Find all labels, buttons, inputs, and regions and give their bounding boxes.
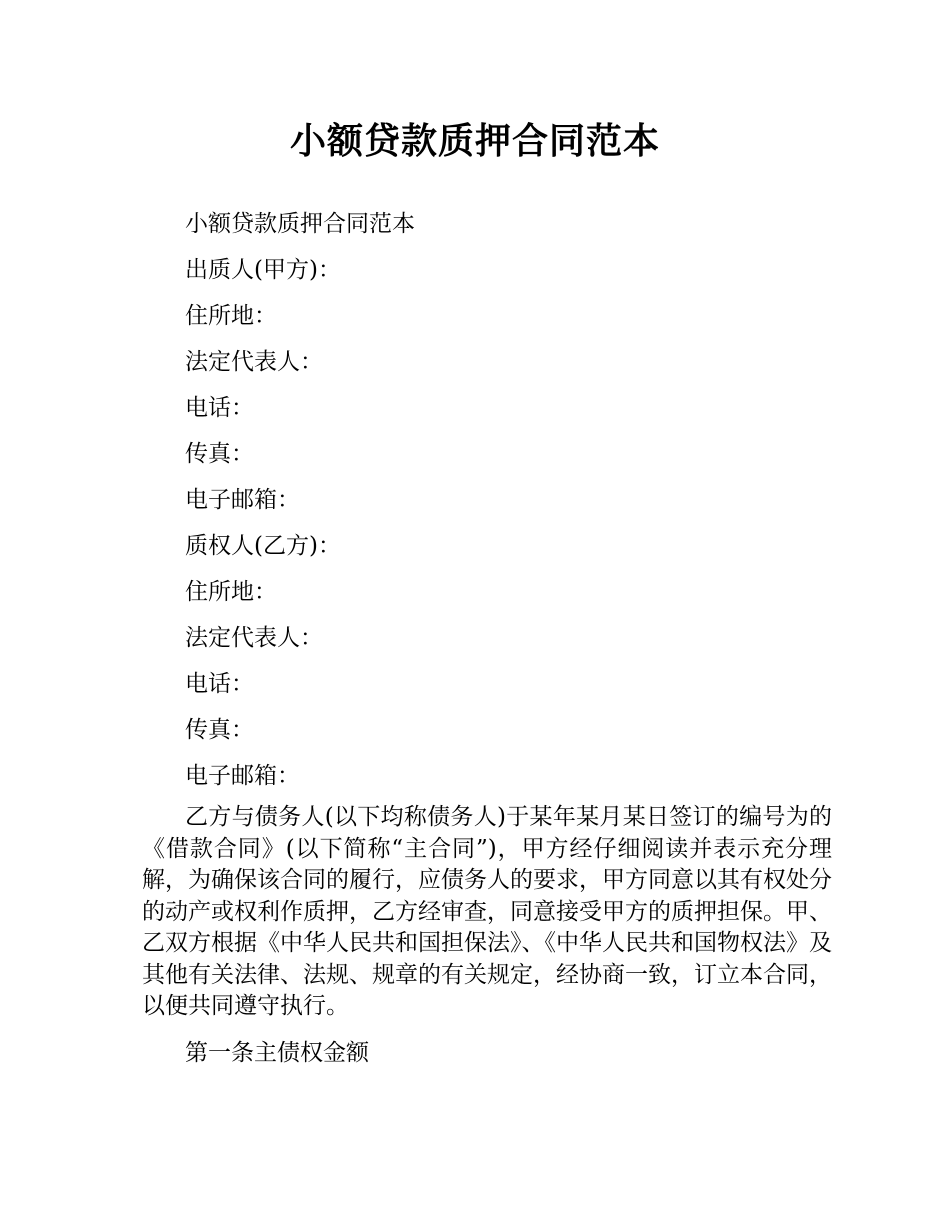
document-subtitle: 小额贷款质押合同范本 bbox=[185, 211, 415, 237]
pledgor-address-label: 住所地： bbox=[185, 303, 277, 329]
pledgor-legal-rep-label: 法定代表人： bbox=[185, 349, 323, 375]
pledgor-fax-label: 传真： bbox=[185, 441, 254, 467]
pledgee-legal-rep-label: 法定代表人： bbox=[185, 625, 323, 651]
pledgee-address-label: 住所地： bbox=[185, 579, 277, 605]
preamble-paragraph: 乙方与债务人(以下均称债务人)于某年某月某日签订的编号为的《借款合同》(以下简称“主合同”)，甲方经仔细阅读并表示充分理解，为确保该合同的履行，应债务人的要求，甲方同意以其有权处分的动产或权利作质押，乙方经审查，同意接受甲方的质押担保。甲、乙双方根据《中华人民共和国担保法》、《中华人民共和国物权法》及其他有关法律、法规、规章的有关规定，经协商一致，订立本合同，以便共同遵守执行。 bbox=[142, 804, 832, 1019]
pledgor-email-label: 电子邮箱： bbox=[185, 487, 300, 513]
pledgee-email-label: 电子邮箱： bbox=[185, 763, 300, 789]
pledgee-fax-label: 传真： bbox=[185, 717, 254, 743]
pledgee-phone-label: 电话： bbox=[185, 671, 254, 697]
document-title: 小额贷款质押合同范本 bbox=[289, 121, 660, 162]
section-heading: 第一条主债权金额 bbox=[185, 1040, 369, 1066]
party-info-list bbox=[185, 201, 825, 799]
pledgor-label: 出质人(甲方)： bbox=[185, 257, 341, 283]
pledgor-phone-label: 电话： bbox=[185, 395, 254, 421]
pledgee-label: 质权人(乙方)： bbox=[185, 533, 341, 559]
